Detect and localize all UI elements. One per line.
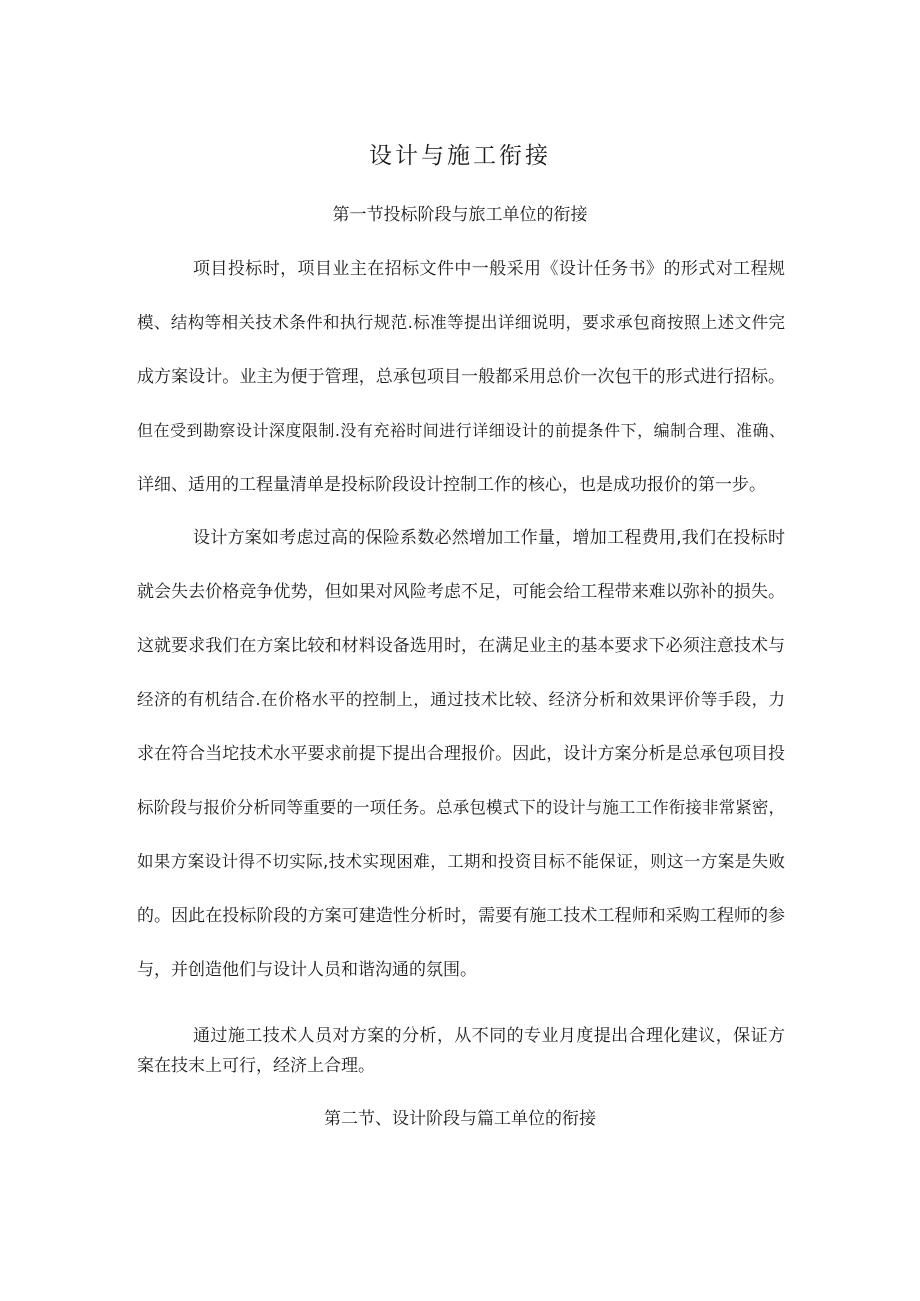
section-heading-2: 第二节、设计阶段与篇工单位的衔接 [324,1109,596,1129]
paragraph-2 [137,526,785,1012]
document-title: 设计与施工衔接 [369,143,551,169]
paragraph-line: 如果方案设计得不切实际,技术实现困难，工期和投资目标不能保证，则这一方案是失败 [137,852,785,871]
paragraph-line: 就会失去价格竞争优势，但如果对风险考虑不足，可能会给工程带来难以弥补的损失。 [137,582,785,602]
paragraph-line: 成方案设计。业主为便于管理，总承包项目一般都采用总价一次包干的形式进行招标。 [137,367,785,387]
paragraph-line: 项目投标时，项目业主在招标文件中一般采用《设计任务书》的形式对工程规 [193,259,785,279]
paragraph-line: 设计方案如考虑过高的保险系数必然增加工作量，增加工程费用,我们在投标时 [193,528,785,548]
paragraph-line: 求在符合当坨技术水平要求前提下提出合理报价。因此，设计方案分析是总承包项目投 [137,744,785,764]
paragraph-line: 通过施工技术人员对方案的分析，从不同的专业月度提出合理化建议，保证方 [193,1026,785,1046]
section-heading-1: 第一节投标阶段与旅工单位的衔接 [332,205,588,225]
paragraph-line: 与，并创造他们与设计人员和谐沟通的氛围。 [137,960,477,980]
paragraph-line: 这就要求我们在方案比较和材料设备选用时，在满足业主的基本要求下必须注意技术与 [137,636,785,656]
paragraph-line: 案在技末上可行，经济上合理。 [137,1056,375,1076]
paragraph-line: 详细、适用的工程量清单是投标阶段设计控制工作的核心，也是成功报价的第一步。 [137,475,766,495]
paragraph-3 [137,1024,785,1084]
paragraph-1 [137,257,785,527]
paragraph-line: 标阶段与报价分析同等重要的一项任务。总承包模式下的设计与施工工作衔接非常紧密， [137,798,785,817]
paragraph-line: 模、结构等相关技术条件和执行规范.标准等提出详细说明，要求承包商按照上述文件完 [137,313,785,332]
paragraph-line: 经济的有机结合.在价格水平的控制上，通过技术比较、经济分析和效果评价等手段，力 [137,690,785,709]
paragraph-line: 但在受到勘察设计深度限制.没有充裕时间进行详细设计的前提条件下，编制合理、准确、 [137,421,785,440]
paragraph-line: 的。因此在投标阶段的方案可建造性分析时，需要有施工技术工程师和采购工程师的参 [137,906,785,926]
